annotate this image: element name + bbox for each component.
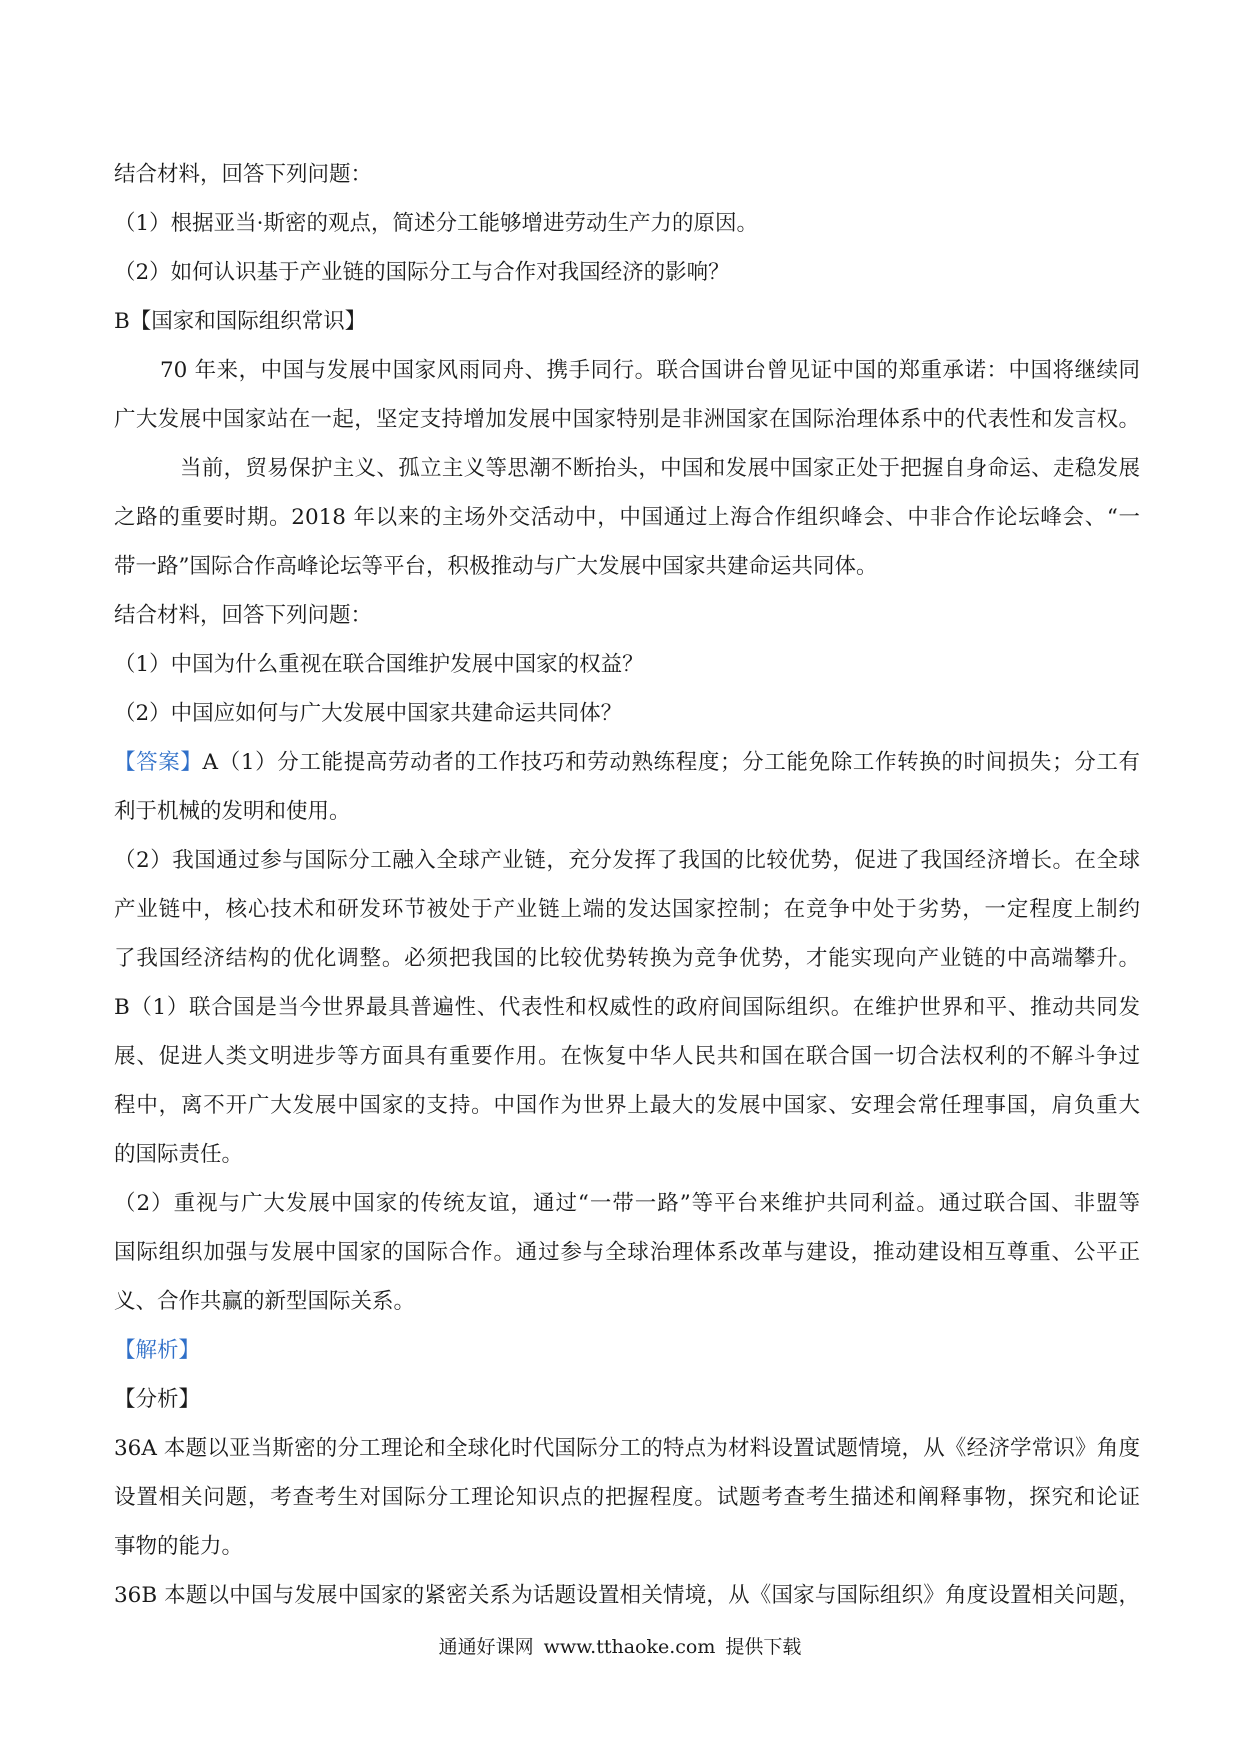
question-a-item-2: （2）如何认识基于产业链的国际分工与合作对我国经济的影响？ [114, 260, 730, 285]
question-b-item-2: （2）中国应如何与广大发展中国家共建命运共同体？ [114, 701, 623, 726]
answer-text: A（1）分工能提高劳动者的工作技巧和劳动熟练程度；分工能免除工作转换的时间损失；分工有 [202, 750, 1140, 775]
answer-line [114, 738, 1140, 787]
answer-line: 产业链中，核心技术和研发环节被处于产业链上端的发达国家控制；在竞争中处于劣势，一定程度上制约 [114, 897, 1140, 922]
page-footer: 通通好课网 www.tthaoke.com 提供下载 [438, 1636, 802, 1658]
analysis-line: 事物的能力。 [114, 1534, 244, 1559]
question-b-prompt: 结合材料，回答下列问题： [114, 603, 373, 628]
analysis-label: 【分析】 [114, 1387, 201, 1412]
answer-line: 义、合作共赢的新型国际关系。 [114, 1289, 416, 1314]
answer-line: 展、促进人类文明进步等方面具有重要作用。在恢复中华人民共和国在联合国一切合法权利的不解斗争过 [114, 1044, 1140, 1069]
material-line: 70 年来，中国与发展中国家风雨同舟、携手同行。联合国讲台曾见证中国的郑重承诺：中国将继续同 [160, 358, 1140, 383]
answer-line: （2）我国通过参与国际分工融入全球产业链，充分发挥了我国的比较优势，促进了我国经济增长。在全球 [114, 848, 1140, 873]
analysis-line: 36B 本题以中国与发展中国家的紧密关系为话题设置相关情境，从《国家与国际组织》角度设置相关问题， [114, 1583, 1140, 1608]
answer-line: 国际组织加强与发展中国家的国际合作。通过参与全球治理体系改革与建设，推动建设相互尊重、公平正 [114, 1240, 1140, 1265]
answer-line: 的国际责任。 [114, 1142, 244, 1167]
material-line: 之路的重要时期。2018 年以来的主场外交活动中，中国通过上海合作组织峰会、中非合作论坛峰会、“一 [114, 505, 1140, 530]
analysis-line: 设置相关问题，考查考生对国际分工理论知识点的把握程度。试题考查考生描述和阐释事物，探究和论证 [114, 1485, 1140, 1510]
answer-label: 【答案】 [114, 750, 203, 775]
question-b-heading: B【国家和国际组织常识】 [114, 309, 367, 334]
answer-line: 了我国经济结构的优化调整。必须把我国的比较优势转换为竞争优势，才能实现向产业链的中高端攀升。 [114, 946, 1140, 971]
analysis-line: 36A 本题以亚当斯密的分工理论和全球化时代国际分工的特点为材料设置试题情境，从《经济学常识》角度 [114, 1436, 1140, 1461]
material-line: 广大发展中国家站在一起，坚定支持增加发展中国家特别是非洲国家在国际治理体系中的代表性和发言权。 [114, 407, 1140, 432]
answer-line: （2）重视与广大发展中国家的传统友谊，通过“一带一路”等平台来维护共同利益。通过联合国、非盟等 [114, 1191, 1140, 1216]
question-a-prompt: 结合材料，回答下列问题： [114, 162, 373, 187]
answer-line: B（1）联合国是当今世界最具普遍性、代表性和权威性的政府间国际组织。在维护世界和平、推动共同发 [114, 995, 1140, 1020]
question-b-item-1: （1）中国为什么重视在联合国维护发展中国家的权益？ [114, 652, 644, 677]
question-a-item-1: （1）根据亚当·斯密的观点，简述分工能够增进劳动生产力的原因。 [114, 211, 759, 236]
explanation-label: 【解析】 [114, 1338, 201, 1363]
answer-line: 利于机械的发明和使用。 [114, 799, 351, 824]
material-line: 当前，贸易保护主义、孤立主义等思潮不断抬头，中国和发展中国家正处于把握自身命运、走稳发展 [180, 456, 1140, 481]
answer-line: 程中，离不开广大发展中国家的支持。中国作为世界上最大的发展中国家、安理会常任理事国，肩负重大 [114, 1093, 1140, 1118]
material-line: 带一路”国际合作高峰论坛等平台，积极推动与广大发展中国家共建命运共同体。 [114, 554, 878, 579]
document-body [114, 150, 1140, 1620]
